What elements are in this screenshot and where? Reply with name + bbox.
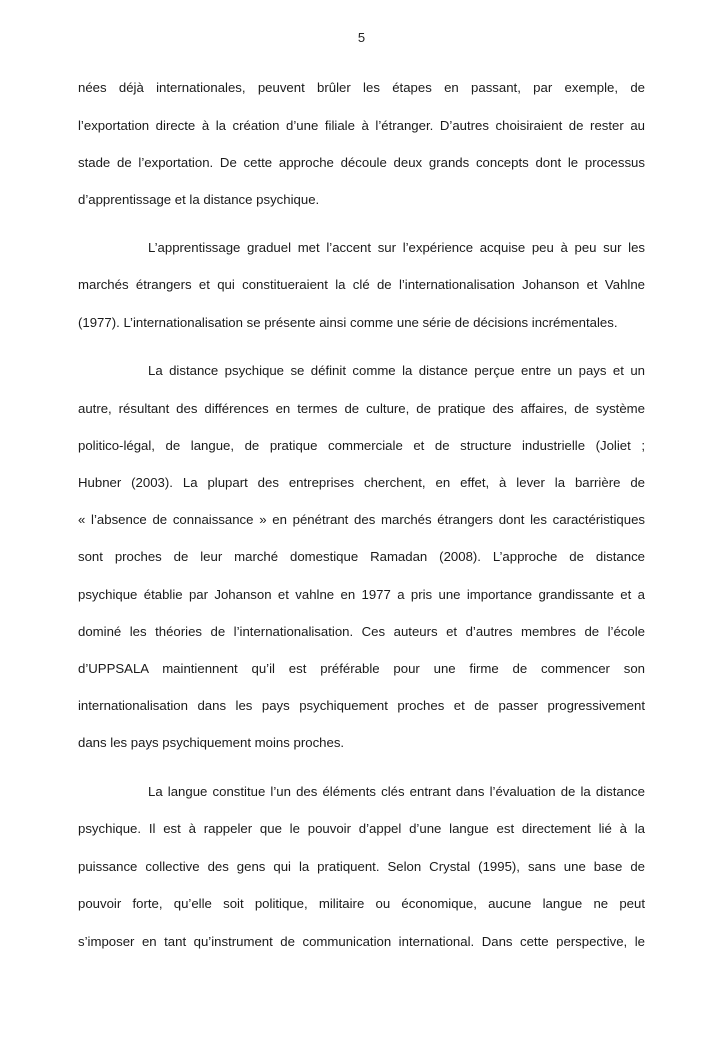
text-line: l’exportation directe à la création d’une filiale à l’étranger. D’autres choisiraient de rester au [78,118,645,133]
text-line: La distance psychique se définit comme la distance perçue entre un pays et un [148,363,645,378]
text-line: internationalisation dans les pays psychiquement proches et de passer progressivement [78,698,645,713]
text-line: pouvoir forte, qu’elle soit politique, militaire ou économique, aucune langue ne peut [78,896,645,911]
text-line: La langue constitue l’un des éléments clés entrant dans l’évaluation de la distance [148,784,645,799]
text-line: autre, résultant des différences en termes de culture, de pratique des affaires, de système [78,401,645,416]
page-number: 5 [357,30,366,45]
text-line: dans les pays psychiquement moins proches. [78,735,345,750]
text-line: Hubner (2003). La plupart des entreprises cherchent, en effet, à lever la barrière de [78,475,645,490]
text-line: « l’absence de connaissance » en pénétrant des marchés étrangers dont les caractéristiques [78,512,645,527]
text-line: sont proches de leur marché domestique Ramadan (2008). L’approche de distance [78,549,645,564]
text-line: psychique. Il est à rappeler que le pouvoir d’appel d’une langue est directement lié à la [78,821,645,836]
text-line: d’UPPSALA maintiennent qu’il est préférable pour une firme de commencer son [78,661,645,676]
text-line: L’apprentissage graduel met l’accent sur l’expérience acquise peu à peu sur les [148,240,645,255]
text-line: d’apprentissage et la distance psychique. [78,192,320,207]
text-line: puissance collective des gens qui la pratiquent. Selon Crystal (1995), sans une base de [78,859,645,874]
text-line: nées déjà internationales, peuvent brûler les étapes en passant, par exemple, de [78,80,645,95]
text-line: psychique établie par Johanson et vahlne en 1977 a pris une importance grandissante et a [78,587,645,602]
text-line: marchés étrangers et qui constitueraient la clé de l’internationalisation Johanson et Vahlne [78,277,645,292]
text-line: dominé les théories de l’internationalisation. Ces auteurs et d’autres membres de l’école [78,624,645,639]
text-line: s’imposer en tant qu’instrument de communication international. Dans cette perspective, le [78,934,645,949]
text-line: politico-légal, de langue, de pratique commerciale et de structure industrielle (Joliet ; [78,438,645,453]
text-line: stade de l’exportation. De cette approche découle deux grands concepts dont le processus [78,155,645,170]
text-line: (1977). L’internationalisation se présente ainsi comme une série de décisions incrémentales. [78,315,618,330]
